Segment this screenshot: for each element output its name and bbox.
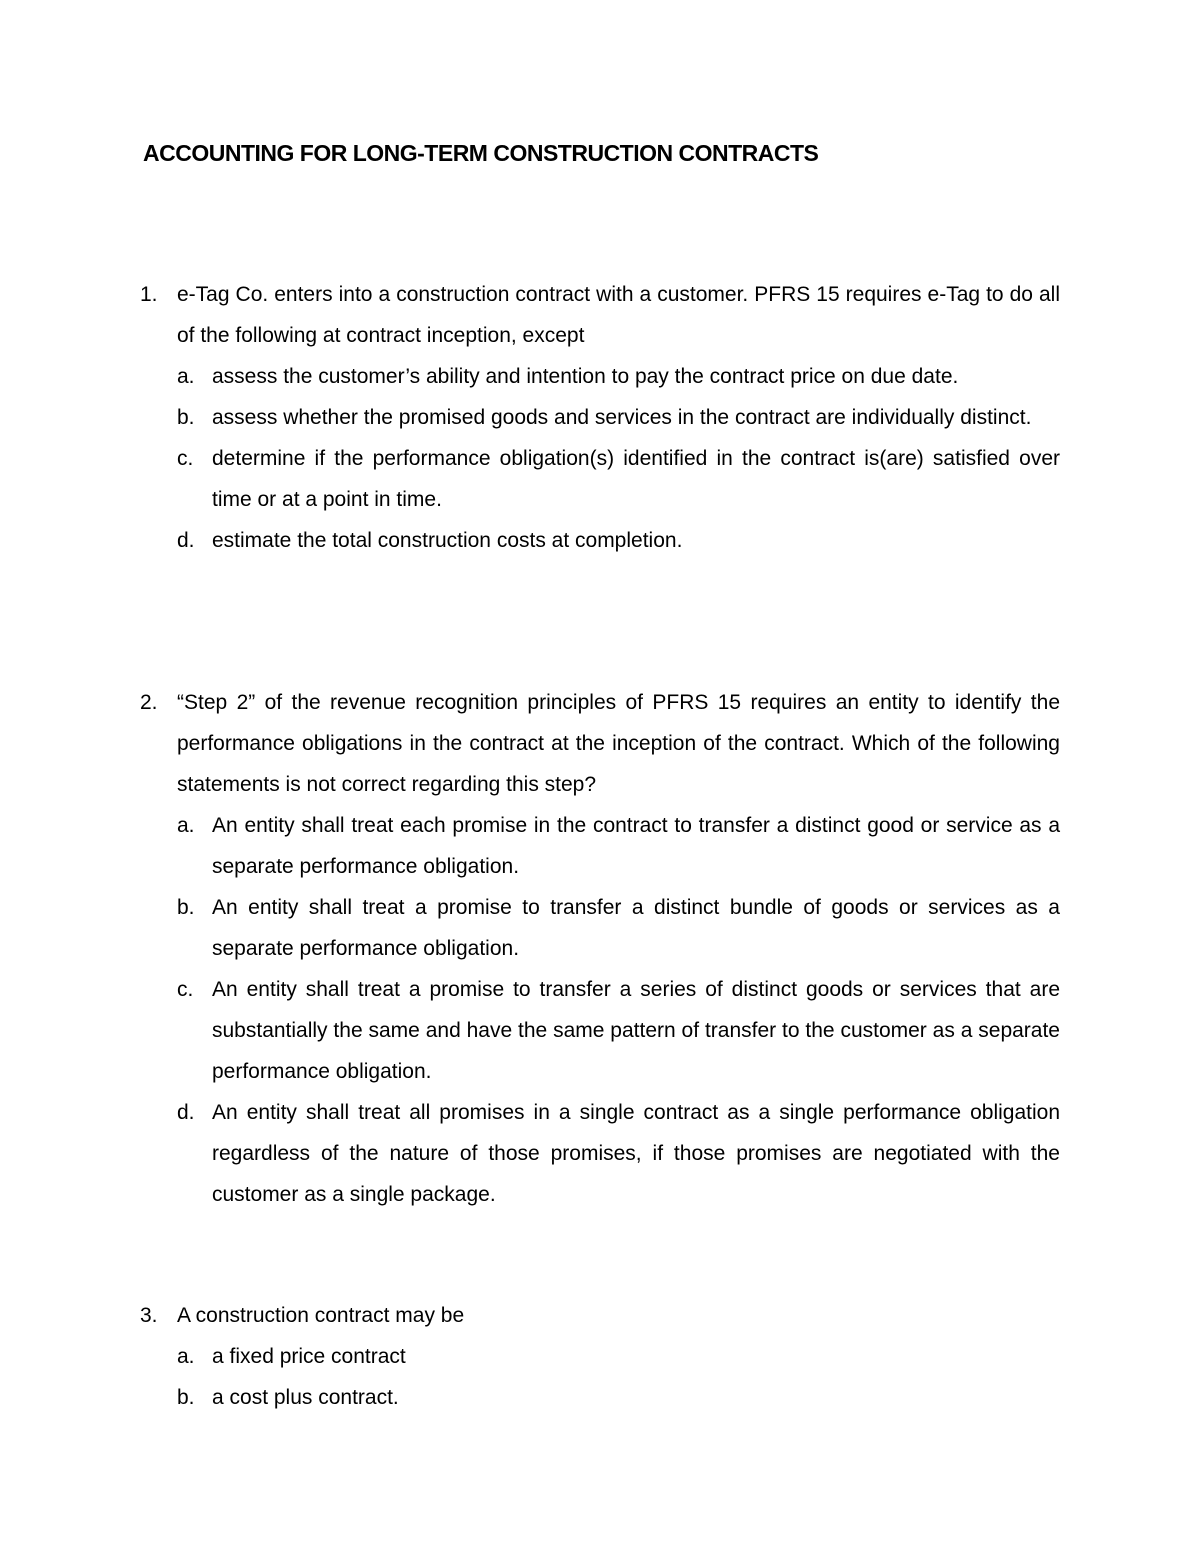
option-text: a fixed price contract [212,1345,406,1368]
question-text: “Step 2” of the revenue recognition principles of PFRS 15 requires an entity to identify the performance obligations in the contract at the inception of the contract. Which of the following statements is not correct regarding this step? [177,691,1060,796]
option-letter: d. [177,1101,195,1124]
answer-options [140,356,1060,561]
question-stem [140,1295,1060,1336]
answer-option [140,1336,1060,1377]
answer-options [140,1336,1060,1418]
option-letter: d. [177,529,195,552]
option-text: An entity shall treat a promise to transfer a distinct bundle of goods or services as a separate performance obligation. [212,896,1060,960]
option-letter: b. [177,1386,195,1409]
answer-option [140,1377,1060,1418]
answer-option [140,438,1060,520]
option-letter: b. [177,896,195,919]
answer-option [140,520,1060,561]
question-stem [140,682,1060,805]
option-text: An entity shall treat each promise in the contract to transfer a distinct good or service as a separate performance obligation. [212,814,1060,878]
option-text: An entity shall treat a promise to transfer a series of distinct goods or services that are substantially the same and have the same pattern of transfer to the customer as a separate performance obligation. [212,978,1060,1083]
option-text: assess the customer’s ability and intention to pay the contract price on due date. [212,365,959,388]
question-stem [140,274,1060,356]
option-text: estimate the total construction costs at completion. [212,529,683,552]
question-2 [140,682,1060,1215]
option-letter: b. [177,406,195,429]
question-text: A construction contract may be [177,1304,465,1327]
answer-option [140,397,1060,438]
question-1 [140,274,1060,561]
answer-option [140,356,1060,397]
question-number: 3. [140,1304,158,1327]
option-text: determine if the performance obligation(s) identified in the contract is(are) satisfied over time or at a point in time. [212,447,1060,511]
option-letter: a. [177,365,195,388]
option-letter: c. [177,978,194,1001]
question-number: 2. [140,691,158,714]
question-3 [140,1295,1060,1418]
option-letter: a. [177,1345,195,1368]
document-title: ACCOUNTING FOR LONG-TERM CONSTRUCTION CONTRACTS [143,140,819,166]
option-letter: c. [177,447,194,470]
option-letter: a. [177,814,195,837]
answer-option [140,887,1060,969]
option-text: a cost plus contract. [212,1386,399,1409]
answer-options [140,805,1060,1215]
option-text: An entity shall treat all promises in a single contract as a single performance obligation regardless of the nature of those promises, if those promises are negotiated with the customer as a single package. [212,1101,1060,1206]
answer-option [140,805,1060,887]
option-text: assess whether the promised goods and services in the contract are individually distinct. [212,406,1032,429]
answer-option [140,1092,1060,1215]
question-text: e-Tag Co. enters into a construction contract with a customer. PFRS 15 requires e-Tag to do all of the following at contract inception, except [177,283,1060,347]
answer-option [140,969,1060,1092]
question-number: 1. [140,283,158,306]
